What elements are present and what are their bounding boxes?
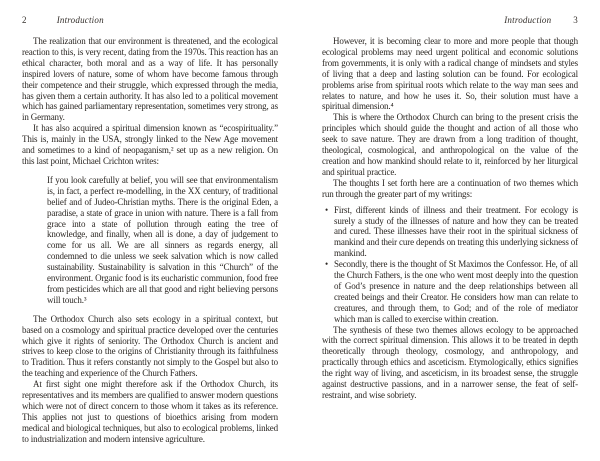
list-item-illness [322, 205, 578, 260]
list-item-text: First, different kinds of illness and their treatment. For ecology is surely a study of the illnesses of nature and how they can be treated and cured. These illnesses have their root in the spiritual sickness of mankind and their cure depends on treating this underlying sickness of mankind. [334, 204, 578, 259]
paragraph-two-themes: The thoughts I set forth here are a continuation of two themes which run through the greater part of my writings: [322, 177, 578, 199]
list-item-maximos [322, 259, 578, 324]
paragraph-this-is-where: This is where the Orthodox Church can bring to the present crisis the principles which should guide the thought and action of all those who seek to save nature. They are drawn from a long tradition of thought, theological, cosmological, and anthropological on the value of the creation and how mankind should relate to it, reinforced by her liturgical and spiritual practice. [322, 112, 578, 177]
running-title-left: Introduction [56, 15, 104, 25]
bullet-icon: • [325, 259, 329, 270]
paragraph-realization: The realization that our environment is threatened, and the ecological reaction to this, is very recent, dating from the 1970s. This reaction has an ethical character, both moral and as a way of life. It has personally inspired lovers of nature, some of whom have become famous through their competence and their struggle, which expressed through the media, has given them a certain authority. It has also led to a political movement which has gained parliamentary representation, sometimes very strong, as in Germany. [22, 36, 278, 123]
paragraph-however: However, it is becoming clear to more and more people that though ecological problems may need urgent political and economic solutions from governments, it is only with a radical change of mindsets and styles of living that a deep and lasting solution can be found. For ecological problems arise from spiritual roots which relate to the way man sees and relates to nature, and how he uses it. So, their solution must have a spiritual dimension.⁴ [322, 36, 578, 112]
paragraph-at-first-sight: At first sight one might therefore ask if the Orthodox Church, its representatives and its members are qualified to answer modern questions which were not of direct concern to those whom it takes as its reference. This applies not just to questions of bioethics arising from modern medical and biological techniques, but also to ecological problems, linked to industrialization and modern intensive agriculture. [22, 379, 278, 444]
page-number-right: 3 [573, 15, 578, 25]
block-quote-crichton: If you look carefully at belief, you will see that environmentalism is, in fact, a perfect re-modelling, in the XX century, of traditional belief and of Judeo-Christian myths. There is the original Eden, a paradise, a state of grace in union with nature. There is a fall from grace into a state of pollution through eating the tree of knowledge, and finally, when all is done, a day of judgement to come for us all. We are all sinners as regards energy, all condemned to die unless we seek salvation which is now called sustainability. Sustainability is salvation in this “Church” of the environment. Organic food is its eucharistic communion, food free from pesticides which are all that good and right believing persons will touch.³ [47, 174, 278, 305]
list-item-text: Secondly, there is the thought of St Maximos the Confessor. He, of all the Church Fathers, is the one who went most deeply into the question of God’s presence in nature and the deep relationships between all created beings and their Creator. He considers how man can relate to creatures, and through them, to God; and of the role of mediator which man is called to exercise within creation. [334, 259, 578, 324]
running-title-right: Introduction [504, 15, 552, 25]
paragraph-ecospirituality: It has also acquired a spiritual dimension known as “ecospirituality.” This is, mainly in the USA, strongly linked to the New Age movement and sometimes to a kind of neopaganism,² set up as a new religion. On this last point, Michael Crichton writes: [22, 123, 278, 166]
running-head-right [322, 0, 578, 25]
page-left [22, 0, 278, 445]
paragraph-synthesis: The synthesis of these two themes allows ecology to be approached with the correct spiritual dimension. This allows it to be treated in depth theoretically through theology, cosmology, and anthropology, and practically through ethics and asceticism. Etymologically, ethics signifies the right way of living, and asceticism, in its broadest sense, the struggle against destructive passions, and in a narrower sense, the feat of self-restraint, and wise sobriety. [322, 324, 578, 400]
bullet-icon: • [325, 204, 329, 215]
page-number-left: 2 [22, 15, 27, 25]
page-right-body [322, 36, 578, 401]
paragraph-orthodox-church: The Orthodox Church also sets ecology in a spiritual context, but based on a cosmology and spiritual practice developed over the centuries which give it rights of seniority. The Orthodox Church is ancient and strives to keep close to the origins of Christianity through its faithfulness to Tradition. Thus it refers constantly not simply to the Gospel but also to the teaching and experience of the Church Fathers. [22, 313, 278, 379]
page-right [322, 0, 578, 401]
themes-list [322, 205, 578, 325]
page-left-body [22, 36, 278, 445]
running-head-left [22, 0, 278, 25]
